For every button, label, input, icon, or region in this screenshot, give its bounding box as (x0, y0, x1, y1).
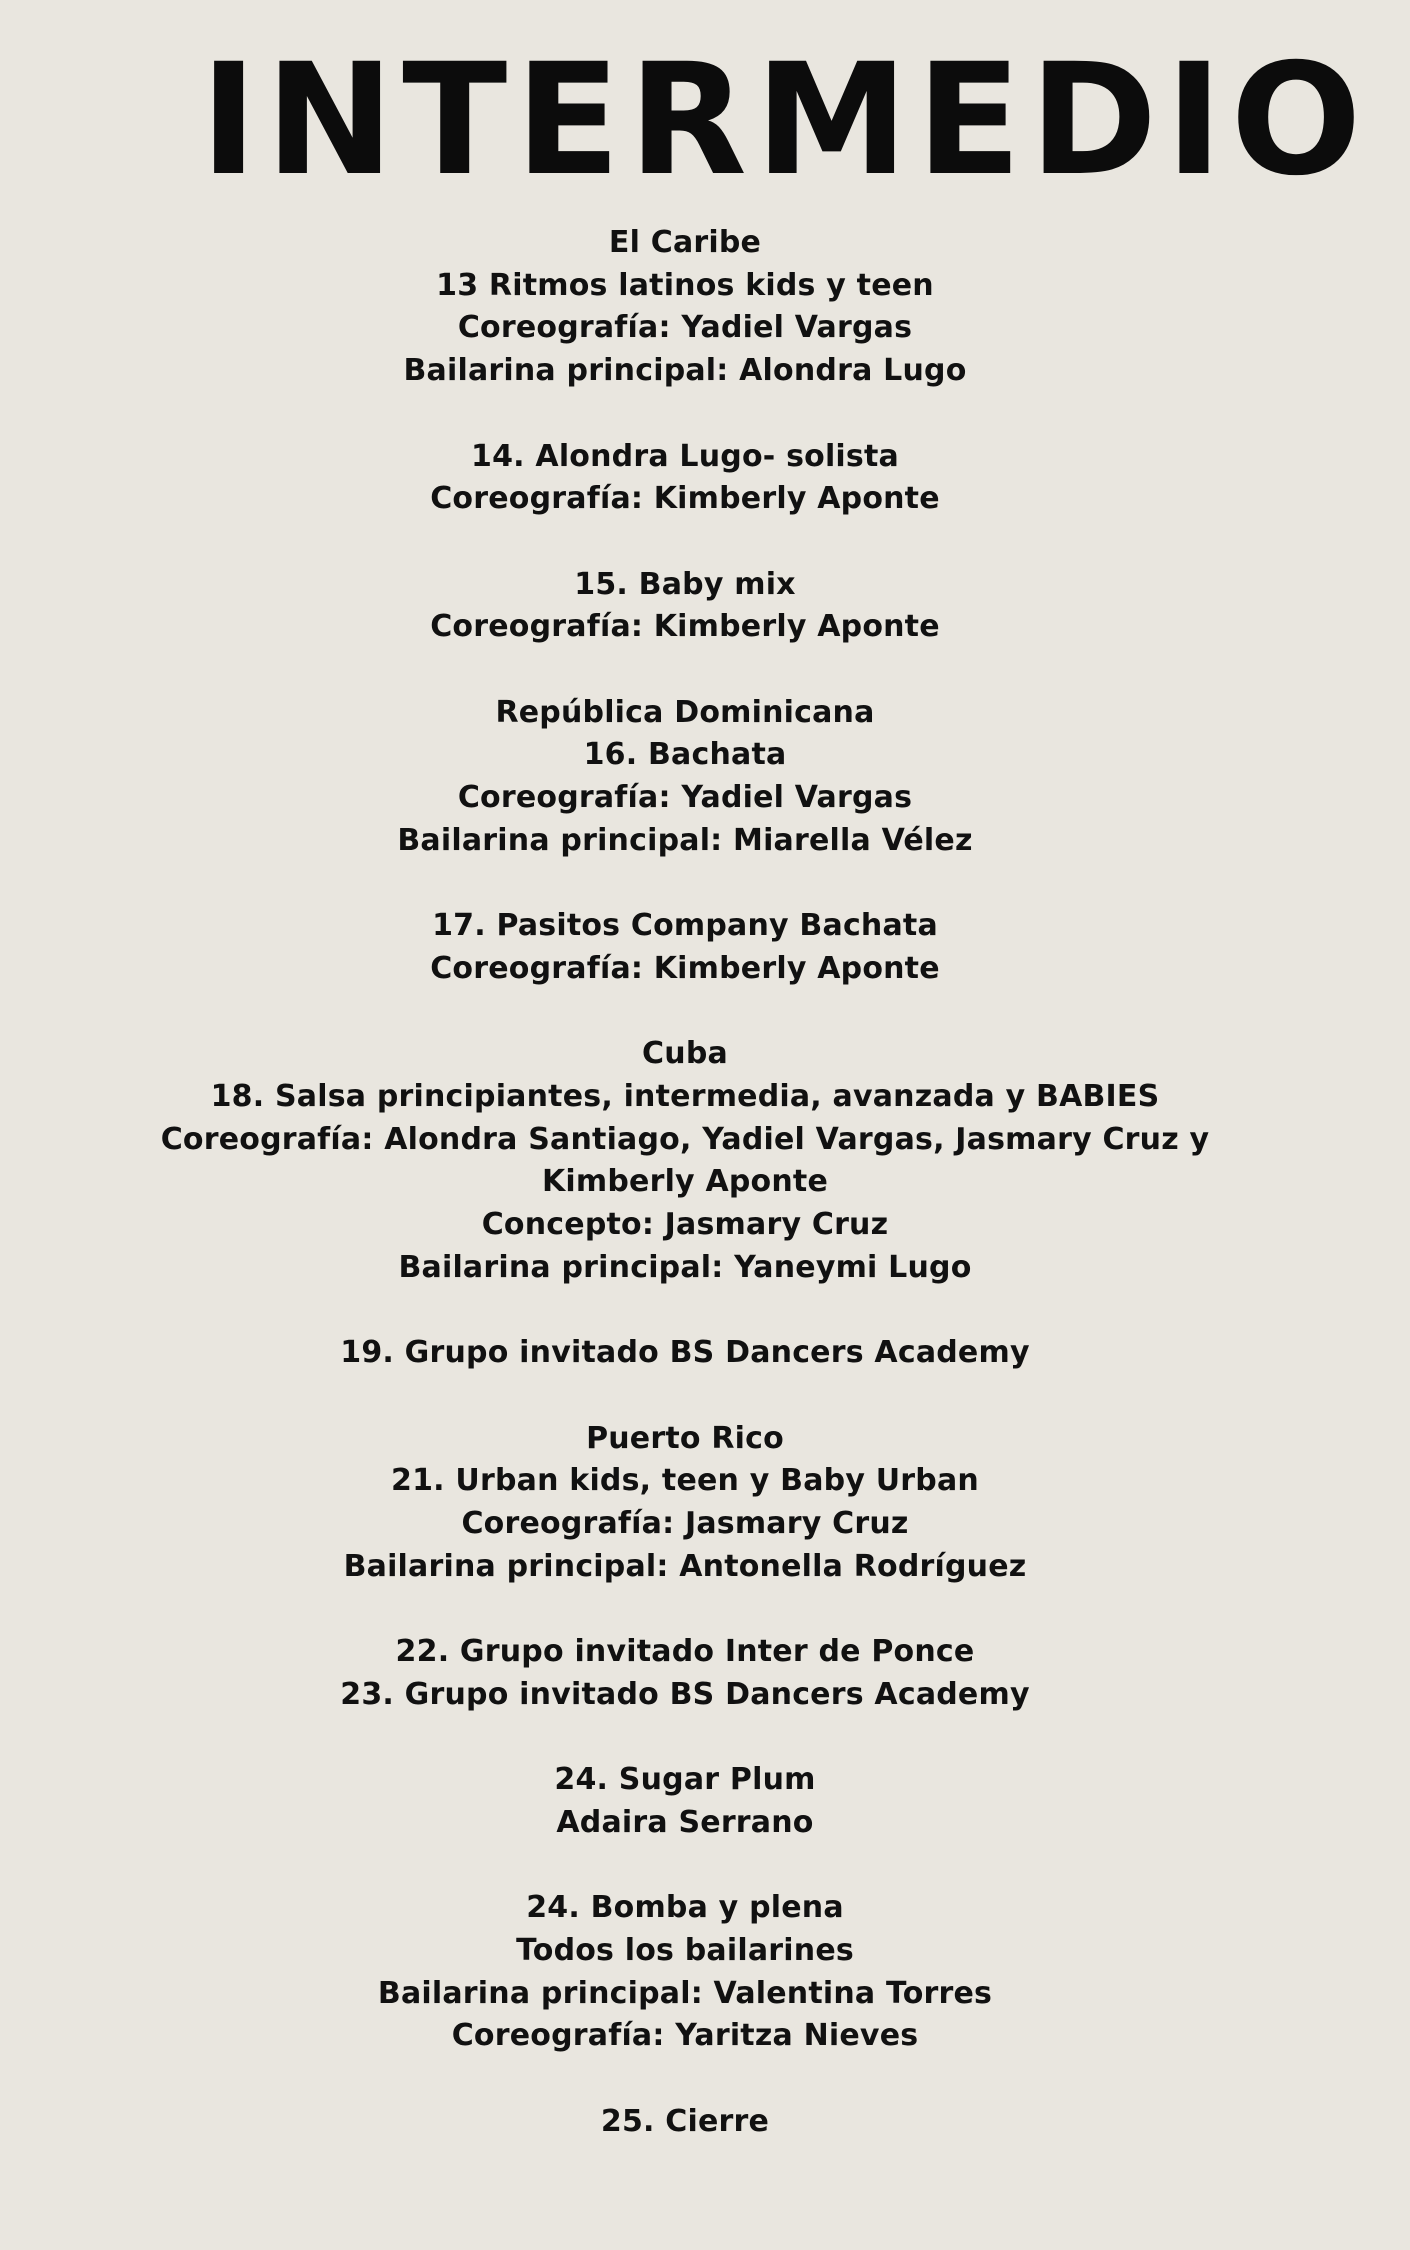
program-line: 22. Grupo invitado Inter de Ponce (395, 1634, 975, 1670)
program-line: Coreografía: Yadiel Vargas (457, 310, 913, 346)
program-block (60, 1033, 1310, 1289)
program-line: Bailarina principal: Alondra Lugo (403, 353, 967, 389)
program-line: 24. Bomba y plena (526, 1890, 844, 1926)
program-block (60, 1332, 1310, 1375)
program-line: Adaira Serrano (556, 1804, 814, 1840)
program-line: Coreografía: Jasmary Cruz (461, 1505, 909, 1541)
program-line: Bailarina principal: Antonella Rodríguez (343, 1548, 1027, 1584)
program-block (60, 1759, 1310, 1844)
program-line: 18. Salsa principiantes, intermedia, avanzada y BABIES (210, 1078, 1160, 1114)
program-line: Coreografía: Yaritza Nieves (451, 2018, 919, 2054)
program-line: Bailarina principal: Miarella Vélez (397, 822, 973, 858)
program-line: 14. Alondra Lugo- solista (471, 438, 899, 474)
program-line: Concepto: Jasmary Cruz (481, 1207, 889, 1243)
program-block (60, 1631, 1310, 1716)
program-block (60, 905, 1310, 990)
page-title: INTERMEDIO (200, 31, 1370, 210)
program-line: Coreografía: Yadiel Vargas (457, 780, 913, 816)
program-line: Coreografía: Kimberly Aponte (430, 609, 940, 645)
program-line: Coreografía: Kimberly Aponte (430, 481, 940, 517)
program-block (60, 564, 1310, 649)
program-block (60, 1887, 1310, 2058)
program-line: 15. Baby mix (574, 566, 796, 602)
program-line: Bailarina principal: Valentina Torres (377, 1975, 993, 2011)
program-block (60, 692, 1310, 863)
program-block (60, 1418, 1310, 1589)
program-line: Cuba (642, 1036, 728, 1072)
program-block (60, 2101, 1310, 2144)
program-line: 21. Urban kids, teen y Baby Urban (391, 1463, 979, 1499)
program-line: 17. Pasitos Company Bachata (432, 908, 938, 944)
program-list (60, 222, 1310, 2186)
program-line: Puerto Rico (586, 1420, 784, 1456)
program-block (60, 436, 1310, 521)
program-line: Coreografía: Alondra Santiago, Yadiel Vargas, Jasmary Cruz y Kimberly Aponte (160, 1121, 1210, 1200)
program-line: República Dominicana (495, 694, 875, 730)
program-line: Coreografía: Kimberly Aponte (430, 950, 940, 986)
program-block (60, 222, 1310, 393)
program-line: Todos los bailarines (516, 1932, 854, 1968)
program-line: 23. Grupo invitado BS Dancers Academy (340, 1676, 1030, 1712)
program-line: Bailarina principal: Yaneymi Lugo (398, 1249, 972, 1285)
program-line: 25. Cierre (600, 2103, 770, 2139)
program-line: 24. Sugar Plum (554, 1762, 816, 1798)
program-line: 13 Ritmos latinos kids y teen (436, 267, 934, 303)
program-line: 16. Bachata (583, 737, 787, 773)
program-line: El Caribe (608, 225, 762, 260)
program-line: 19. Grupo invitado BS Dancers Academy (340, 1335, 1030, 1371)
